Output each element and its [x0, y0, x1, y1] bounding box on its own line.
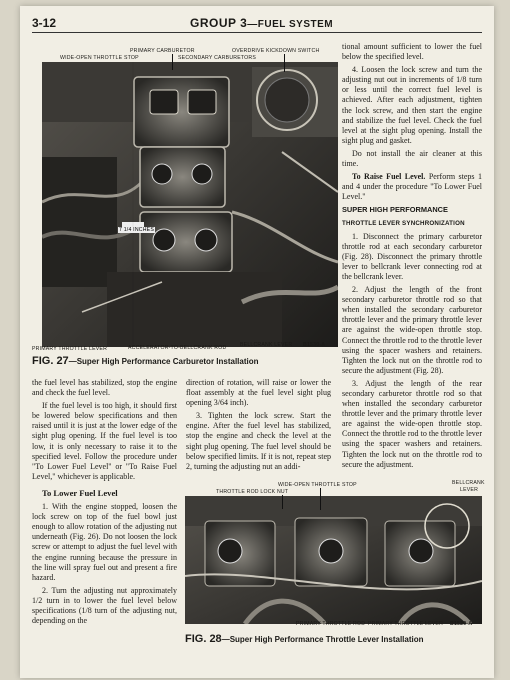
section-heading-super-high-performance: SUPER HIGH PERFORMANCE	[342, 205, 448, 215]
right-para-1: tional amount sufficient to lower the fuel below the specified level.	[342, 42, 482, 62]
sync-step-2: 2. Adjust the length of the front secondary carburetor throttle rod so that when installed the secondary carburetor throttle lever and the primary throttle lever are against the wide-open throttle stop. Connect the throttle rod to the throttle lever using the spacer washers and retainers. Tighten the lock nut on the throttle rod to secure the adjustment (Fig. 28).	[342, 285, 482, 375]
right-column	[342, 42, 482, 473]
fig28-caption	[185, 633, 424, 645]
mid-step-3: 3. Tighten the lock screw. Start the engine. After the fuel level has stabilized, stop the engine and check the level at the sight plug opening. The fuel level should be below specified limits. If it is not, repeat step 2, turning the adjusting nut an addi-	[186, 411, 331, 471]
fig27-title: —Super High Performance Carburetor Installation	[68, 357, 259, 366]
fig28-code: B1529-A	[450, 621, 473, 627]
subheading-throttle-lever-sync: THROTTLE LEVER SYNCHRONIZATION	[342, 219, 465, 227]
fig28-label-bellcrank: BELLCRANK	[452, 480, 485, 486]
figure-code: B1530-A	[303, 342, 326, 348]
left-para-2: If the fuel level is too high, it should first be lowered below specifications and then raised until it is just at the lower edge of the sight plug opening. If the fuel level is too low, it is only necessary to raise it to the specified level. Follow the procedure under "To Lower Fuel Level" or "To Raise Fuel Level," whichever is applicable.	[32, 401, 177, 481]
fig28-title: —Super High Performance Throttle Lever Installation	[221, 635, 424, 644]
label-primary-throttle-lever: PRIMARY THROTTLE LEVER	[32, 346, 108, 352]
fig28-label-wide-open-throttle-stop: WIDE-OPEN THROTTLE STOP	[278, 482, 357, 488]
label-inches: 7 1/4 INCHES	[119, 227, 154, 233]
label-primary-carburetor: PRIMARY CARBURETOR	[130, 48, 195, 54]
label-bellcrank-lever: BELLCRANK LEVER	[240, 342, 293, 348]
fig27-number: FIG. 27	[32, 355, 69, 367]
fig27-photo	[42, 62, 338, 347]
raise-fuel-level	[342, 172, 482, 202]
engine-photo-illustration	[42, 62, 338, 347]
lower-step-2: 2. Turn the adjusting nut approximately 1/2 turn in to lower the fuel level below specifications (1/8 turn of the adjusting nut, depending on the	[32, 585, 177, 626]
fig27-caption	[32, 355, 259, 367]
label-accelerator-to-bellcrank-rod: ACCELERATOR-TO-BELLCRANK ROD	[128, 345, 227, 351]
heading-to-lower-fuel-level: To Lower Fuel Level	[42, 487, 118, 498]
label-wide-open-throttle-stop: WIDE-OPEN THROTTLE STOP	[60, 55, 139, 61]
fig28-number: FIG. 28	[185, 633, 222, 645]
fig28-label-lever: LEVER	[460, 487, 479, 493]
right-step-4: 4. Loosen the lock screw and turn the adjusting nut out in increments of 1/8 turn or less until the correct fuel level is achieved. After each adjustment, tighten the lock screw, and then start the engine and stabilize the fuel level. Check the fuel level at the sight plug opening. Install the sight plug and gasket.	[342, 65, 482, 145]
left-para-1: the fuel level has stabilized, stop the engine and check the fuel level.	[32, 378, 177, 398]
mid-para-1: direction of rotation, will raise or lower the float assembly at the fuel level sight plug opening 3/64 inch).	[186, 378, 331, 408]
fig28-photo	[185, 496, 482, 624]
sync-step-1: 1. Disconnect the primary carburetor throttle rod at each secondary carburetor (Fig. 28). Disconnect the primary throttle lever to bellcrank lever connecting rod at the bellcrank lever.	[342, 231, 482, 281]
label-overdrive-kickdown-switch: OVERDRIVE KICKDOWN SWITCH	[232, 48, 320, 54]
middle-column	[186, 378, 331, 475]
section-title: —FUEL SYSTEM	[247, 19, 334, 30]
sync-step-3: 3. Adjust the length of the rear secondary carburetor throttle rod so that when installed the secondary carburetor throttle lever and the primary throttle lever are against the wide-open throttle stop. Connect the throttle rod to the throttle lever using the spacer washers and retainers. Tighten the lock nut on the throttle rod to secure the adjustment.	[342, 378, 482, 469]
label-secondary-carburetors: SECONDARY CARBURETORS	[178, 55, 256, 61]
manual-page	[20, 6, 494, 678]
raise-fuel-level-heading: To Raise Fuel Level.	[352, 172, 426, 182]
right-note: Do not install the air cleaner at this time.	[342, 148, 482, 169]
header-rule	[32, 32, 482, 33]
fig28-label-primary-throttle-lever: PRIMARY THROTTLE LEVER	[368, 621, 444, 627]
lower-step-1: 1. With the engine stopped, loosen the lock screw on top of the fuel bowl just enough to allow rotation of the adjusting nut underneath (Fig. 26). Do not loosen the lock screw or attempt to adjust the fuel level with the engine running because the pressure in the line will spray fuel out and present a fire hazard.	[32, 502, 177, 582]
page-number: 3-12	[32, 16, 57, 30]
throttle-photo-illustration	[185, 496, 482, 624]
page-header	[190, 16, 333, 30]
raise-fuel-level-text: Perform steps 1 and 4 under the procedure "To Lower Fuel Level."	[342, 172, 482, 202]
left-column	[32, 378, 177, 629]
fig28-label-lock-nut: THROTTLE ROD LOCK NUT	[216, 489, 289, 495]
group-title: GROUP 3	[190, 16, 248, 30]
fig28-label-primary-throttle-rod: PRIMARY THROTTLE ROD	[296, 621, 366, 627]
